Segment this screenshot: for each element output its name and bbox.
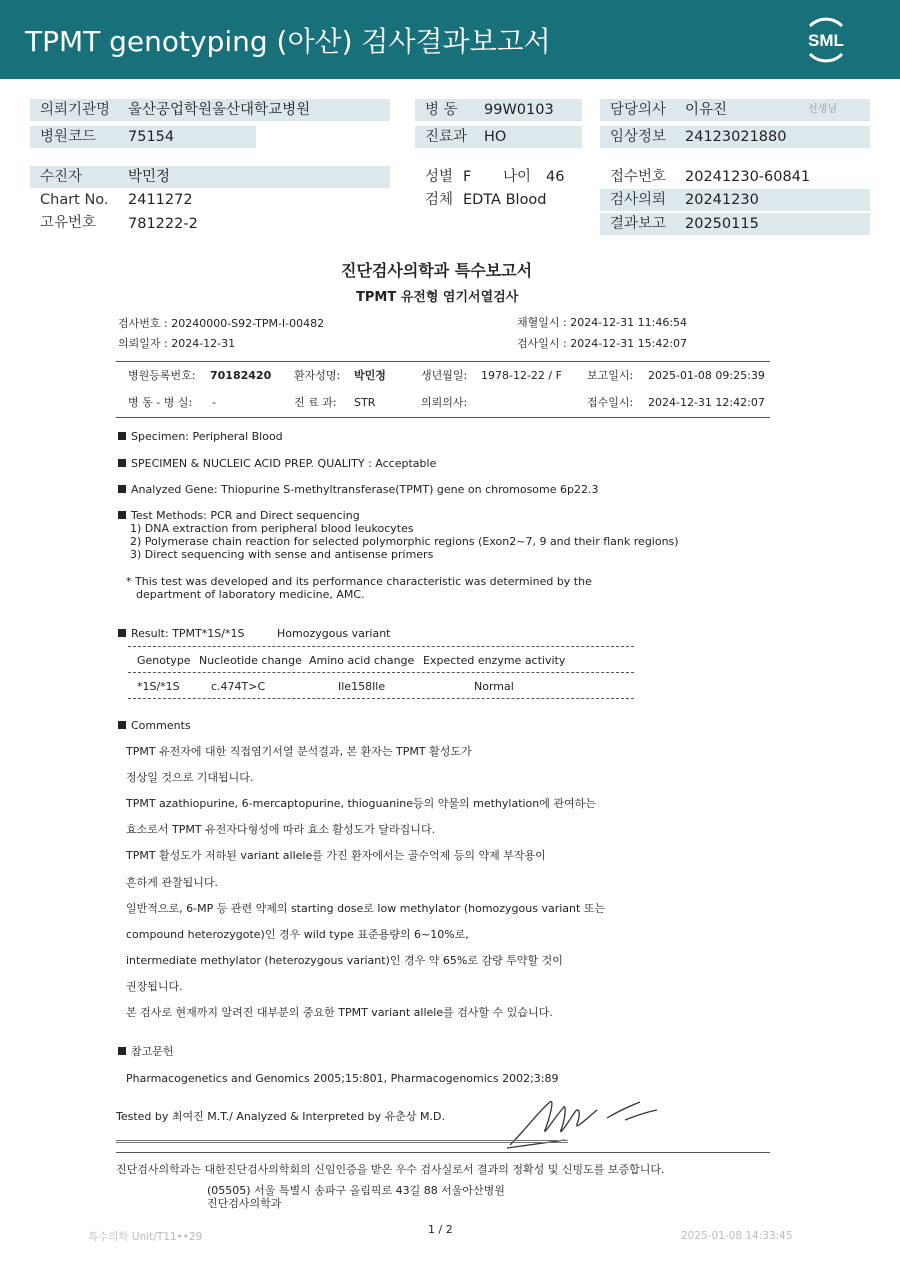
footer-right: 2025-01-08 14:33:45 <box>681 1230 793 1242</box>
clinical-value: 24123021880 <box>685 129 787 145</box>
doc-dept-value: STR <box>354 396 376 409</box>
tested-by: Tested by 최여진 M.T./ Analyzed & Interpreted by 유춘상 M.D. <box>116 1110 445 1123</box>
chart-value: 2411272 <box>128 192 193 208</box>
reqdoc-label: 의뢰의사: <box>421 396 468 409</box>
note-1: * This test was developed and its performance characteristic was determined by the <box>126 575 592 588</box>
doc-title: 진단검사의학과 특수보고서 <box>341 261 533 280</box>
dashed-divider <box>128 646 634 647</box>
dashed-divider <box>128 698 634 699</box>
result-type: Homozygous variant <box>277 627 391 640</box>
patient-value: 박민정 <box>128 169 171 185</box>
double-divider <box>116 1140 568 1143</box>
comment-line: TPMT 유전자에 대한 직접염기서열 분석결과, 본 환자는 TPMT 활성도가 <box>126 745 472 758</box>
dept-name: 진단검사의학과 <box>207 1197 282 1210</box>
report-title: TPMT genotyping (아산) 검사결과보고서 <box>25 25 551 58</box>
ward-label: 병 동 <box>415 99 582 121</box>
th-genotype: Genotype <box>137 654 191 667</box>
receipt-label: 접수번호 <box>610 169 667 185</box>
bullet-icon <box>118 721 126 729</box>
sex-label: 성별 <box>425 169 454 185</box>
th-enzyme: Expected enzyme activity <box>423 654 566 667</box>
specimen-line: Specimen: Peripheral Blood <box>118 430 283 444</box>
chart-label: Chart No. <box>40 192 109 208</box>
comment-line: 효소로서 TPMT 유전자다형성에 따라 효소 활성도가 달라집니다. <box>126 823 436 836</box>
methods-line: Test Methods: PCR and Direct sequencing <box>118 509 360 523</box>
patient-label: 수진자 <box>30 166 390 188</box>
gene-line: Analyzed Gene: Thiopurine S-methyltransferase(TPMT) gene on chromosome 6p22.3 <box>118 483 598 497</box>
comment-line: 흔하게 관찰됩니다. <box>126 876 219 889</box>
birth-label: 생년월일: <box>421 369 468 382</box>
td-enzyme: Normal <box>474 680 514 693</box>
th-nucleotide: Nucleotide change <box>199 654 302 667</box>
address: (05505) 서울 특별시 송파구 올림픽로 43길 88 서울아산병원 <box>207 1184 505 1197</box>
bullet-icon <box>118 511 126 519</box>
request-label: 검사의뢰 <box>600 189 870 211</box>
age-label: 나이 <box>503 169 532 185</box>
report-value: 20250115 <box>685 216 759 232</box>
birth-value: 1978-12-22 / F <box>481 369 562 382</box>
doctor-value: 이유진 <box>685 102 728 118</box>
uid-label: 고유번호 <box>40 215 97 231</box>
hospcode-value: 75154 <box>128 129 175 145</box>
bullet-icon <box>118 485 126 493</box>
dept-value: HO <box>484 129 507 145</box>
reportdt-label: 보고일시: <box>587 369 634 382</box>
bullet-icon <box>118 432 126 440</box>
recvdt-value: 2024-12-31 12:42:07 <box>648 396 765 409</box>
institution-value: 울산공업학원울산대학교병원 <box>128 102 311 118</box>
clinical-label: 임상정보 <box>600 126 870 148</box>
exam-no: 검사번호 : 20240000-S92-TPM-I-00482 <box>118 317 325 330</box>
quality-line: SPECIMEN & NUCLEIC ACID PREP. QUALITY : Acceptable <box>118 457 436 471</box>
ward-value: 99W0103 <box>484 102 554 118</box>
doctor-suffix: 선생님 <box>808 104 837 115</box>
note-2: department of laboratory medicine, AMC. <box>136 588 365 601</box>
request-value: 20241230 <box>685 192 759 208</box>
sml-logo <box>798 14 854 64</box>
comment-line: 권장됩니다. <box>126 980 183 993</box>
report-label: 결과보고 <box>600 213 870 235</box>
hospcode-label: 병원코드 <box>30 126 256 148</box>
receipt-value: 20241230-60841 <box>685 169 811 185</box>
comment-line: 정상일 것으로 기대됩니다. <box>126 771 254 784</box>
collect-time: 채혈일시 : 2024-12-31 11:46:54 <box>517 316 688 329</box>
request-date: 의뢰일자 : 2024-12-31 <box>118 337 236 350</box>
doc-subtitle: TPMT 유전형 염기서열검사 <box>356 290 519 305</box>
reportdt-value: 2025-01-08 09:25:39 <box>648 369 765 382</box>
bullet-icon <box>118 1047 126 1055</box>
uid-value: 781222-2 <box>128 216 198 232</box>
page-number: 1 / 2 <box>428 1223 453 1236</box>
doc-dept-label: 진 료 과: <box>294 396 337 409</box>
specimen-value: EDTA Blood <box>463 192 547 208</box>
comment-line: 일반적으로, 6-MP 등 관련 약제의 starting dose로 low methylator (homozygous variant 또는 <box>126 902 606 915</box>
svg-text:SML: SML <box>808 31 844 50</box>
td-genotype: *1S/*1S <box>137 680 180 693</box>
institution-label: 의뢰기관명 <box>30 99 390 121</box>
certification-text: 진단검사의학과는 대한진단검사의학회의 신임인증을 받은 우수 검사실로서 결과의 정확성 및 신빙도를 보증합니다. <box>116 1163 665 1176</box>
ward-room-value: - <box>212 396 216 409</box>
bullet-icon <box>118 629 126 637</box>
dept-label: 진료과 <box>415 126 582 148</box>
name-value: 박민정 <box>354 369 386 382</box>
sex-value: F <box>463 169 472 185</box>
dashed-divider <box>128 672 634 673</box>
divider <box>116 1152 770 1153</box>
td-nucleotide: c.474T>C <box>211 680 266 693</box>
footer-left: 특수의학 Unit/T11••29 <box>88 1231 203 1243</box>
name-label: 환자성명: <box>294 369 341 382</box>
comments-heading: Comments <box>118 719 191 733</box>
bullet-icon <box>118 459 126 467</box>
comment-line: intermediate methylator (heterozygous variant)인 경우 약 65%로 감량 투약할 것이 <box>126 954 563 967</box>
ward-room-label: 병 동 - 병 실: <box>128 396 193 409</box>
method-1: 1) DNA extraction from peripheral blood leukocytes <box>130 522 414 535</box>
comment-line: 본 검사로 현재까지 알려진 대부분의 중요한 TPMT variant allele를 검사할 수 있습니다. <box>126 1006 553 1019</box>
age-value: 46 <box>546 169 565 185</box>
ref-text: Pharmacogenetics and Genomics 2005;15:801, Pharmacogenomics 2002;3:89 <box>126 1072 559 1085</box>
comment-line: TPMT azathiopurine, 6-mercaptopurine, thioguanine등의 약물의 methylation에 관여하는 <box>126 797 596 810</box>
result-line: Result: TPMT*1S/*1S <box>118 627 244 641</box>
comment-line: compound heterozygote)인 경우 wild type 표준용량의 6~10%로, <box>126 928 469 941</box>
td-amino: Ile158Ile <box>338 680 386 693</box>
doctor-label: 담당의사 <box>600 99 870 121</box>
method-2: 2) Polymerase chain reaction for selected polymorphic regions (Exon2~7, 9 and their flank regions) <box>130 535 679 548</box>
divider <box>116 417 770 418</box>
comment-line: TPMT 활성도가 저하된 variant allele를 가진 환자에서는 골수억제 등의 약제 부작용이 <box>126 849 546 862</box>
method-3: 3) Direct sequencing with sense and antisense primers <box>130 548 434 561</box>
reg-value: 70182420 <box>210 369 272 382</box>
ref-heading: 참고문헌 <box>118 1045 174 1059</box>
recvdt-label: 접수일시: <box>587 396 634 409</box>
th-amino: Amino acid change <box>309 654 415 667</box>
divider <box>116 361 770 362</box>
reg-label: 병원등록번호: <box>128 369 196 382</box>
exam-time: 검사일시 : 2024-12-31 15:42:07 <box>517 337 688 350</box>
specimen-label: 검체 <box>425 192 454 208</box>
report-header <box>0 0 900 79</box>
